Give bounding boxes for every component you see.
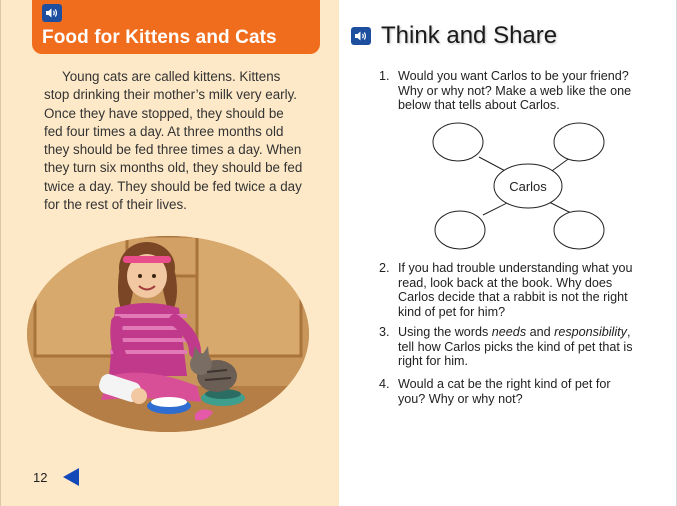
speaker-icon [45,7,59,19]
web-center-label: Carlos [509,179,547,194]
audio-speaker-icon[interactable] [42,4,62,22]
left-header-banner [32,0,320,54]
right-page-title: Think and Share [381,22,558,49]
web-outer-bubble [433,123,483,161]
question-item [379,377,639,406]
question-text [398,325,639,369]
question-item [379,69,639,113]
question-text-part: and [526,325,555,339]
question-number: 2. [379,261,390,275]
photo-illustration [27,236,309,432]
web-outer-bubble [554,123,604,161]
question-item [379,325,639,369]
character-web-diagram [429,117,609,253]
question-item [379,261,639,319]
web-svg [429,117,609,253]
page-number: 12 [33,470,48,485]
question-text-part: Using the words [398,325,492,339]
web-outer-bubble [554,211,604,249]
girl-feeding-kitten-photo [27,236,309,432]
story-paragraph: Young cats are called kittens. Kittens stop drinking their mother’s milk very early. Once they have stopped, they should be fed four times a day. At three months old they should be fed three times a day. When they turn six months old, they should be fed twice a day. They should be fed twice a day for the rest of their lives. [44,69,303,213]
question-number: 4. [379,377,390,391]
question-text: Would a cat be the right kind of pet for you? Why or why not? [398,377,611,406]
question-text: Would you want Carlos to be your friend? Why or why not? Make a web like the one below that tells about Carlos. [398,69,632,113]
question-number: 1. [379,69,390,83]
question-number: 3. [379,325,390,339]
right-page [339,0,677,506]
vocab-word-responsibility: responsibility [554,325,627,339]
question-text: If you had trouble understanding what you read, look back at the book. Why does Carlos decide that a rabbit is not the right kind of pet for him? [398,261,633,319]
web-outer-bubble [435,211,485,249]
speaker-icon [354,30,368,42]
milk-in-bowl [151,397,187,407]
back-arrow-icon[interactable] [63,468,79,486]
left-page-title: Food for Kittens and Cats [42,27,277,48]
question-text-part: , tell how Carlos picks the kind of pet that is right for him. [398,325,633,369]
cabinet-door [197,236,301,356]
vocab-word-needs: needs [491,325,527,339]
audio-speaker-icon[interactable] [351,27,371,45]
